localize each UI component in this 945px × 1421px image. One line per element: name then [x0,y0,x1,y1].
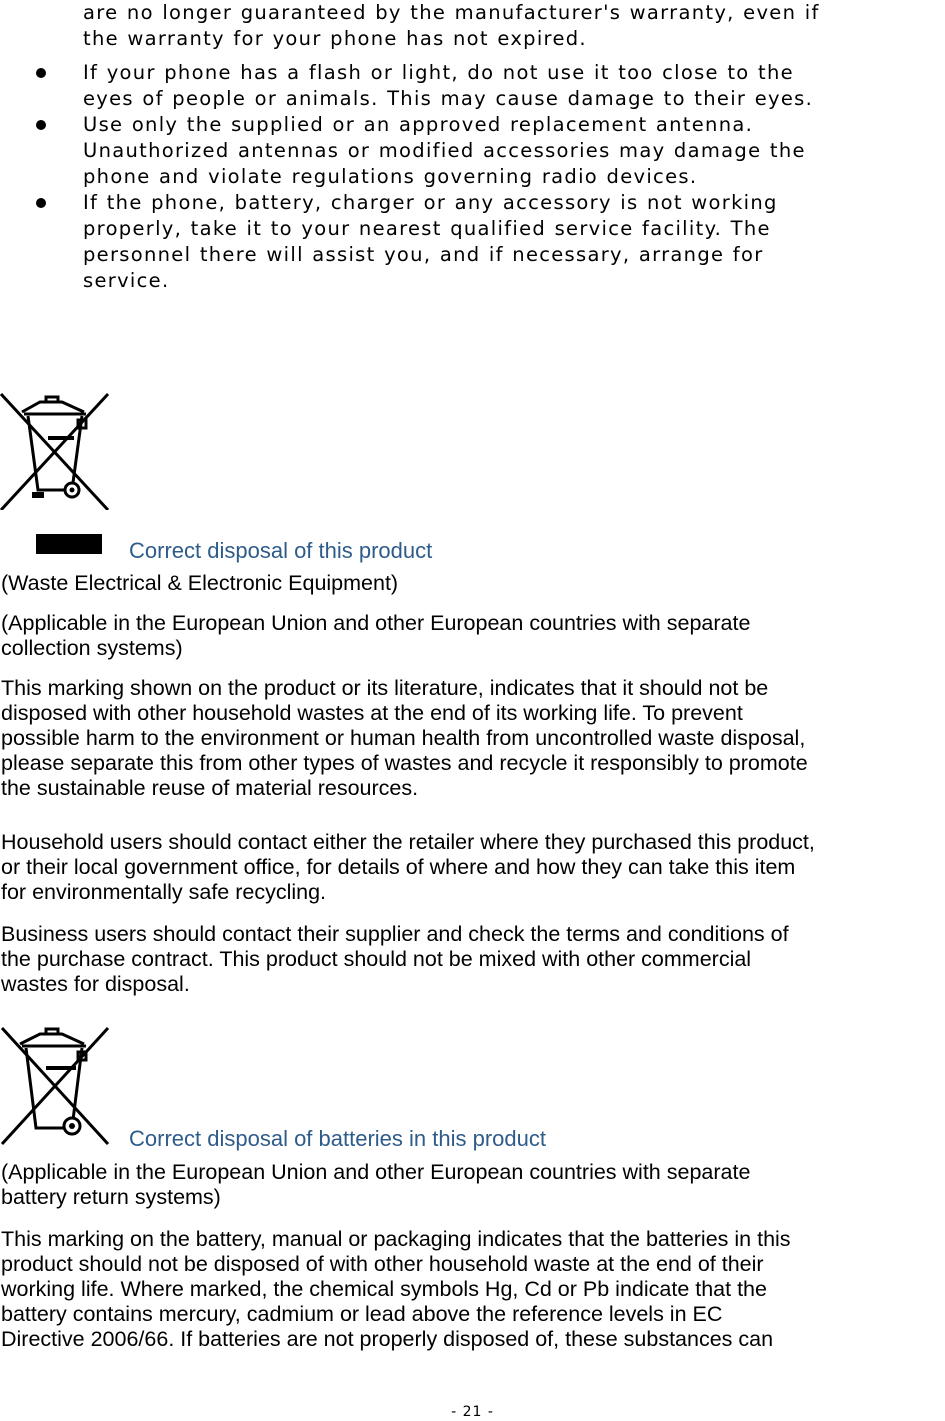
weee-applicable-line: (Applicable in the European Union and other European countries with separate [1,611,751,635]
weee-p2-line: for environmentally safe recycling. [1,880,327,904]
weee-bar [36,534,102,554]
weee-paragraph-2 [1,830,945,905]
bullet-line: service. [83,269,170,292]
weee-subtitle-line: (Waste Electrical & Electronic Equipment) [1,571,399,595]
bullet-line: If the phone, battery, charger or any accessory is not working [83,191,778,214]
weee-p3-line: wastes for disposal. [1,972,190,996]
battery-p1-line: Directive 2006/66. If batteries are not properly disposed of, these substances can [1,1327,774,1351]
continuation-line: are no longer guaranteed by the manufacturer's warranty, even if [83,1,820,24]
weee-paragraph-1 [1,676,945,801]
battery-p1-line: product should not be disposed of with other household waste at the end of their [1,1252,764,1276]
continuation-line: the warranty for your phone has not expired. [83,27,587,50]
battery-p1-line: This marking on the battery, manual or packaging indicates that the batteries in this [1,1227,791,1251]
bullet-line: properly, take it to your nearest qualified service facility. The [83,217,771,240]
weee-paragraph-3 [1,922,945,997]
weee-p1-line: possible harm to the environment or human health from uncontrolled waste disposal, [1,726,806,750]
bullet-item [0,60,923,112]
weee-p1-line: disposed with other household wastes at the end of its working life. To prevent [1,701,743,725]
battery-paragraph-1 [1,1227,945,1352]
battery-applicable [1,1160,945,1210]
page-number: - 21 - [451,1404,494,1420]
weee-heading: Correct disposal of this product [129,538,433,563]
bullet-line: Use only the supplied or an approved replacement antenna. [83,113,754,136]
battery-heading: Correct disposal of batteries in this product [129,1126,546,1151]
bullet-line: Unauthorized antennas or modified accessories may damage the [83,139,806,162]
weee-p1-line: the sustainable reuse of material resources. [1,776,419,800]
battery-applicable-line: battery return systems) [1,1185,221,1209]
weee-p2-line: Household users should contact either the retailer where they purchased this product, [1,830,815,854]
bullet-item [0,190,923,294]
bullet-item [0,112,923,190]
weee-p3-line: the purchase contract. This product should not be mixed with other commercial [1,947,752,971]
bullet-line: phone and violate regulations governing radio devices. [83,165,698,188]
weee-subtitle [1,571,945,596]
bullet-line: eyes of people or animals. This may cause damage to their eyes. [83,87,814,110]
bullet-dot-icon [36,198,46,208]
weee-applicable-line: collection systems) [1,636,183,660]
battery-p1-line: working life. Where marked, the chemical symbols Hg, Cd or Pb indicate that the [1,1277,767,1301]
battery-bin-icon [0,1024,110,1146]
bullet-dot-icon [36,68,46,78]
bullet-dot-icon [36,120,46,130]
weee-p1-line: This marking shown on the product or its literature, indicates that it should not be [1,676,769,700]
weee-p1-line: please separate this from other types of wastes and recycle it responsibly to promote [1,751,808,775]
weee-bin-icon [0,392,110,510]
bullet-line: If your phone has a flash or light, do not use it too close to the [83,61,794,84]
weee-p3-line: Business users should contact their supplier and check the terms and conditions of [1,922,789,946]
battery-p1-line: battery contains mercury, cadmium or lead above the reference levels in EC [1,1302,723,1326]
weee-p2-line: or their local government office, for details of where and how they can take this item [1,855,796,879]
weee-applicable [1,611,945,661]
bullet-line: personnel there will assist you, and if necessary, arrange for [83,243,764,266]
battery-applicable-line: (Applicable in the European Union and other European countries with separate [1,1160,751,1184]
continuation-text [83,0,933,52]
safety-bullet-list [0,60,945,294]
